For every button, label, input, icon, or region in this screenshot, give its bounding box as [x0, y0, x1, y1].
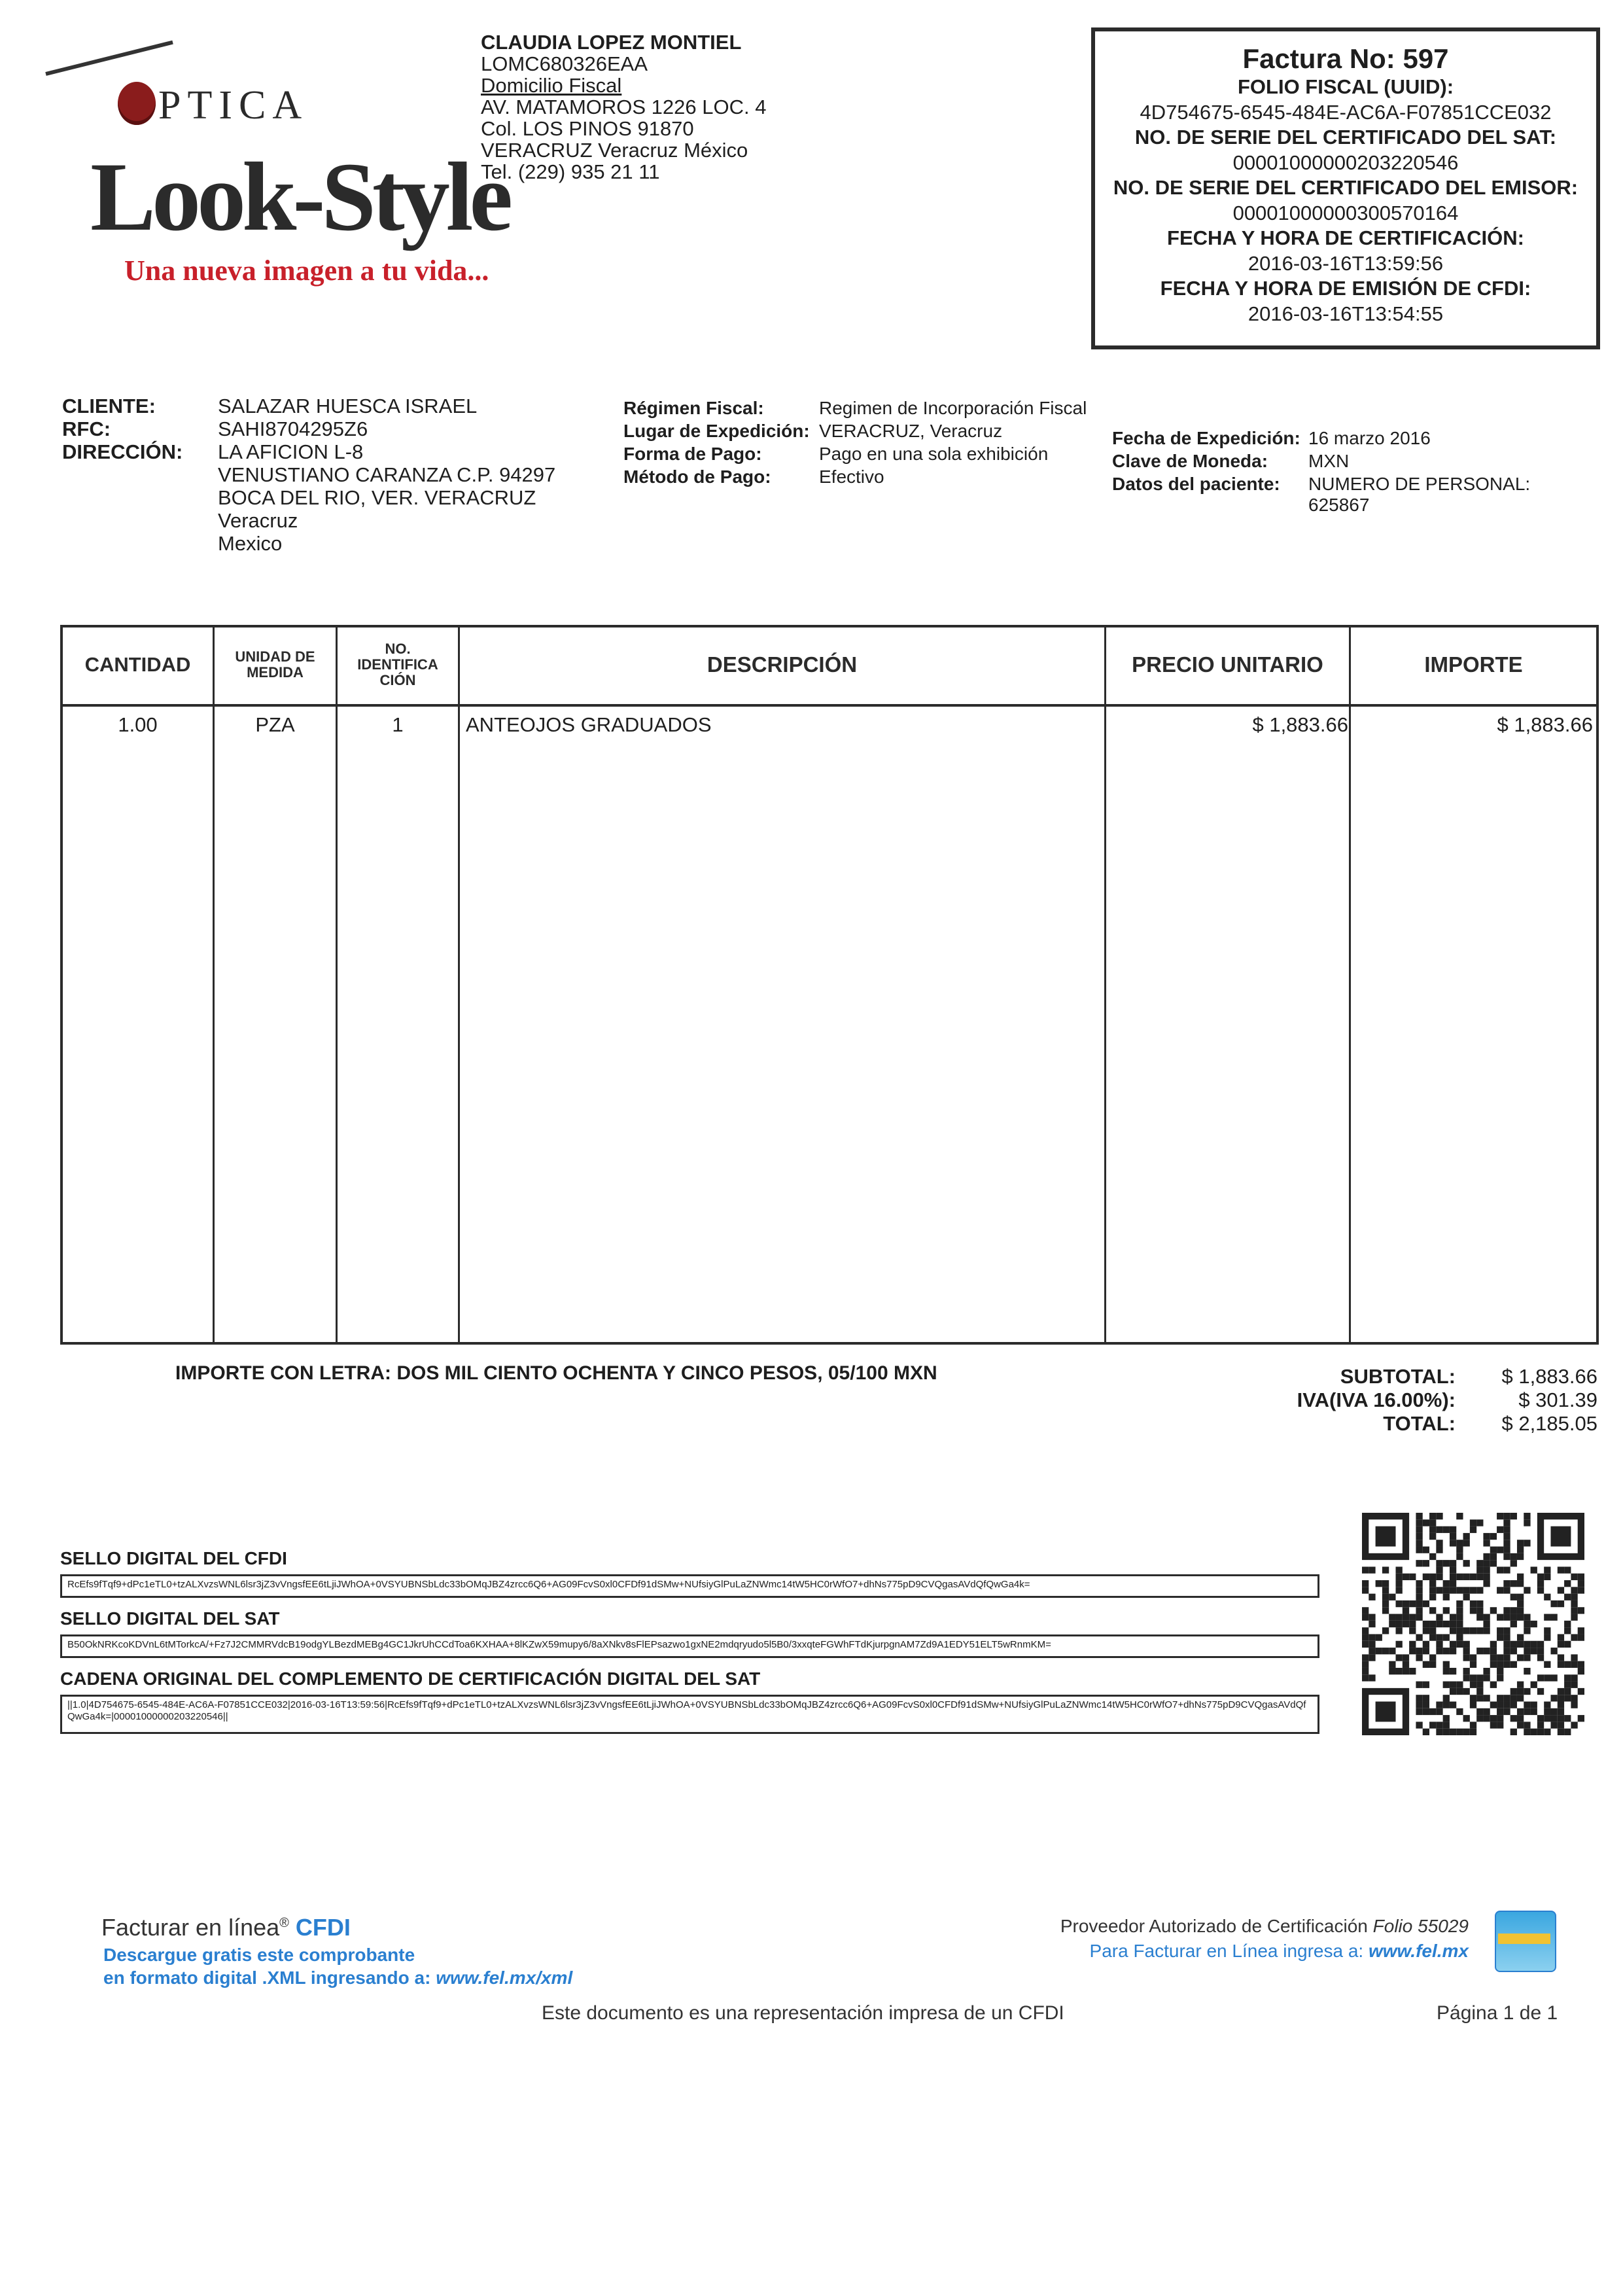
folio-label: FOLIO FISCAL (UUID): — [1237, 75, 1454, 98]
moneda-label: Clave de Moneda: — [1112, 451, 1268, 471]
total-value: $ 2,185.05 — [1501, 1412, 1597, 1435]
importe-letra: IMPORTE CON LETRA: DOS MIL CIENTO OCHENTA Y CINCO PESOS, 05/100 MXN — [175, 1362, 937, 1384]
th-descripcion: DESCRIPCIÓN — [707, 652, 858, 677]
representacion-text: Este documento es una representación impresa de un CFDI — [542, 2002, 1064, 2024]
serie-emisor-label: NO. DE SERIE DEL CERTIFICADO DEL EMISOR: — [1113, 176, 1579, 199]
fecha-emision-value: 2016-03-16T13:54:55 — [1248, 302, 1444, 325]
cadena-label: CADENA ORIGINAL DEL COMPLEMENTO DE CERTIFICACIÓN DIGITAL DEL SAT — [60, 1669, 761, 1689]
th-cantidad: CANTIDAD — [84, 652, 191, 676]
cell-importe: $ 1,883.66 — [1497, 713, 1593, 736]
emisor-address3: VERACRUZ Veracruz México — [481, 139, 748, 162]
forma-value: Pago en una sola exhibición — [819, 444, 1049, 464]
detalles-values — [819, 397, 1087, 488]
emisor-name: CLAUDIA LOPEZ MONTIEL — [481, 31, 742, 54]
proveedor-text: Proveedor Autorizado de Certificación Folio 55029 — [1060, 1916, 1469, 1936]
emisor-block — [481, 31, 766, 183]
th-importe: IMPORTE — [1424, 652, 1523, 677]
emisor-phone: Tel. (229) 935 21 11 — [481, 160, 660, 183]
cell-cantidad: 1.00 — [118, 713, 158, 736]
lugar-label: Lugar de Expedición: — [623, 421, 810, 441]
pagina-text: Página 1 de 1 — [1437, 2002, 1558, 2024]
direccion-label: DIRECCIÓN: — [62, 440, 183, 463]
th-precio: PRECIO UNITARIO — [1132, 652, 1323, 677]
metodo-label: Método de Pago: — [623, 467, 771, 487]
subtotal-value: $ 1,883.66 — [1501, 1365, 1597, 1388]
moneda-value: MXN — [1308, 451, 1350, 471]
cliente-values — [218, 395, 555, 555]
total-label: TOTAL: — [1383, 1412, 1456, 1435]
factura-title: Factura No: 597 — [1242, 43, 1449, 74]
cliente-labels — [62, 395, 183, 463]
cell-descripcion: ANTEOJOS GRADUADOS — [466, 713, 712, 736]
regimen-value: Regimen de Incorporación Fiscal — [819, 398, 1087, 418]
facturar-en-linea: Facturar en línea® CFDI — [101, 1914, 351, 1941]
fecha-emision-label: FECHA Y HORA DE EMISIÓN DE CFDI: — [1160, 277, 1531, 300]
para-facturar: Para Facturar en Línea ingresa a: www.fel.mx — [1089, 1941, 1469, 1961]
folio-value: 4D754675-6545-484E-AC6A-F07851CCE032 — [1140, 101, 1552, 124]
th-unidad — [215, 625, 336, 704]
emisor-address1: AV. MATAMOROS 1226 LOC. 4 — [481, 96, 767, 118]
th-no-line2: IDENTIFICA — [357, 656, 438, 673]
subtotal-label: SUBTOTAL: — [1340, 1365, 1456, 1388]
logo-optica: PTICA — [118, 82, 308, 129]
th-no-identificacion — [338, 625, 458, 704]
sello-cfdi-value: RcEfs9fTqf9+dPc1eTL0+tzALXvzsWNL6lsr3jZ3vVngsfEE6tLjiJWhOA+0VSYUBNSbLdc33bOMqJBZ4zrcc6Q6+AG09FcvS0xl0CFDf91dSMw+NUfsiyGlPuLaZNWmc14tW5HC0rWfO7+dhNs775pD9CVQgasAVdQfQwGa4k= — [60, 1574, 1319, 1598]
descargue-text: Descargue gratis este comprobante — [103, 1945, 415, 1965]
logo-tagline: Una nueva imagen a tu vida... — [124, 255, 489, 287]
regimen-label: Régimen Fiscal: — [623, 398, 764, 418]
paciente-value1: NUMERO DE PERSONAL: — [1308, 474, 1531, 494]
cliente-label: CLIENTE: — [62, 395, 156, 417]
th-no-line1: NO. — [385, 640, 411, 657]
formato-text: en formato digital .XML ingresando a: — [103, 1968, 431, 1988]
detalles2-labels — [1112, 427, 1300, 495]
th-unidad-line2: MEDIDA — [247, 663, 304, 680]
descargue-block — [103, 1943, 572, 1989]
pac-badge-strip — [1498, 1934, 1550, 1944]
cell-unidad: PZA — [255, 713, 295, 736]
th-no-line3: CIÓN — [379, 671, 416, 688]
xml-link[interactable]: www.fel.mx/xml — [436, 1968, 573, 1988]
fecha-label: Fecha de Expedición: — [1112, 428, 1300, 448]
sello-sat-label: SELLO DIGITAL DEL SAT — [60, 1608, 280, 1629]
detalles2-values — [1308, 427, 1530, 515]
cliente-rfc: SAHI8704295Z6 — [218, 417, 368, 440]
cadena-value: ||1.0|4D754675-6545-484E-AC6A-F07851CCE032|2016-03-16T13:59:56|RcEfs9fTqf9+dPc1eTL0+tzALXvzsWNL6lsr3jZ3vVngsfEE6tLjiJWhOA+0VSYUBNSbLdc33bOMqJBZ4zrcc6Q6+AG09FcvS0xl0CFDf91dSMw+NUfsiyGlPuLaZNWmc14tW5HC0rWfO7+dhNs775pD9CVQgasAVdQfQwGa4k=|00001000000203220546|| — [60, 1695, 1319, 1734]
rfc-label: RFC: — [62, 417, 111, 440]
serie-sat-label: NO. DE SERIE DEL CERTIFICADO DEL SAT: — [1134, 126, 1557, 149]
qr-code-icon — [1362, 1513, 1584, 1735]
fecha-cert-value: 2016-03-16T13:59:56 — [1248, 252, 1444, 275]
iva-label: IVA(IVA 16.00%): — [1297, 1388, 1456, 1411]
cfdi-brand: CFDI — [295, 1914, 351, 1941]
fecha-cert-label: FECHA Y HORA DE CERTIFICACIÓN: — [1167, 226, 1524, 249]
paciente-value2: 625867 — [1308, 495, 1370, 515]
table-header-divider — [60, 704, 1599, 707]
cell-precio: $ 1,883.66 — [1252, 713, 1348, 736]
forma-label: Forma de Pago: — [623, 444, 762, 464]
cliente-dir1: LA AFICION L-8 — [218, 440, 364, 463]
paciente-label: Datos del paciente: — [1112, 474, 1280, 494]
logo-eyeglass-stick — [45, 41, 173, 76]
cell-no: 1 — [392, 713, 404, 736]
factura-box — [1091, 27, 1600, 349]
cliente-dir2: VENUSTIANO CARANZA C.P. 94297 — [218, 463, 556, 486]
folio-text: Folio 55029 — [1372, 1916, 1469, 1936]
sello-sat-value: B50OkNRKcoKDVnL6tMTorkcA/+Fz7J2CMMRVdcB19odgYLBezdMEBg4GC1JkrUhCCdToa6KXHAA+8lKZwX59mupy6/8aXNkv8sFlEPsazwo1gxNE2mdqryudo5l5B0/3xxqteFGWhFTdKjurpgnAM7Zd9A1EDY51ELT5wRnmKM= — [60, 1634, 1319, 1658]
cliente-dir3: BOCA DEL RIO, VER. VERACRUZ — [218, 486, 536, 509]
fel-link[interactable]: www.fel.mx — [1368, 1941, 1469, 1961]
iva-value: $ 301.39 — [1518, 1388, 1597, 1411]
logo-lens-icon — [118, 82, 156, 125]
serie-sat-value: 00001000000203220546 — [1232, 151, 1459, 174]
table-col-divider — [458, 625, 460, 1345]
cliente-dir5: Mexico — [218, 532, 283, 555]
emisor-rfc: LOMC680326EAA — [481, 52, 648, 75]
cliente-dir4: Veracruz — [218, 509, 298, 532]
detalles-labels — [623, 397, 810, 488]
cliente-name: SALAZAR HUESCA ISRAEL — [218, 395, 478, 417]
metodo-value: Efectivo — [819, 467, 884, 487]
th-unidad-line1: UNIDAD DE — [235, 648, 315, 665]
lugar-value: VERACRUZ, Veracruz — [819, 421, 1003, 441]
emisor-domicilio-label: Domicilio Fiscal — [481, 74, 622, 97]
emisor-address2: Col. LOS PINOS 91870 — [481, 117, 694, 140]
fecha-value: 16 marzo 2016 — [1308, 428, 1431, 448]
sello-cfdi-label: SELLO DIGITAL DEL CFDI — [60, 1548, 287, 1568]
logo-brand: Look-Style — [90, 143, 510, 251]
serie-emisor-value: 00001000000300570164 — [1232, 202, 1459, 224]
